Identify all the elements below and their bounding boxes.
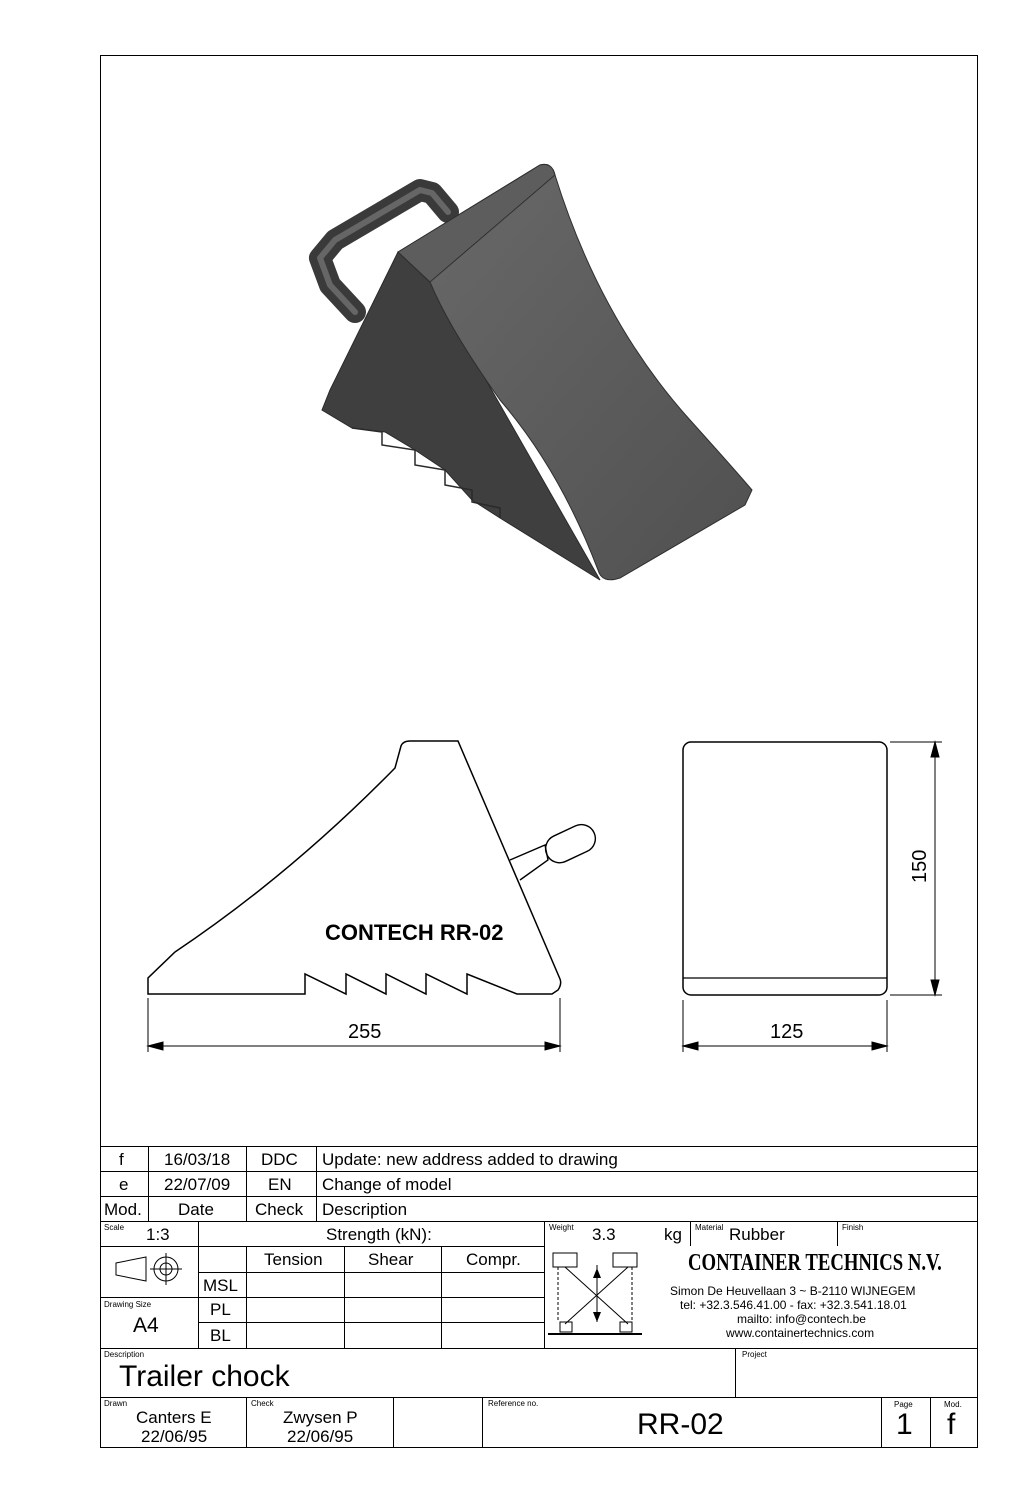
page-value: 1 [896,1408,913,1441]
finish-label: Finish [842,1223,864,1232]
material-value: Rubber [729,1225,785,1244]
weight-value: 3.3 [592,1225,616,1244]
rev-e-description: Change of model [322,1175,452,1194]
company-email: mailto: info@contech.be [737,1312,866,1326]
checked-date: 22/06/95 [287,1427,354,1446]
rev-f-check: DDC [261,1150,298,1169]
strength-row-pl: PL [210,1300,231,1319]
dimension-length: 255 [348,1021,382,1043]
checked-by: Zwysen P [283,1408,358,1427]
strength-col-compr: Compr. [466,1250,521,1269]
check-label: Check [251,1399,274,1408]
rev-f-mod: f [119,1150,124,1169]
weight-label: Weight [549,1223,574,1232]
dimension-height: 150 [909,849,931,883]
strength-row-bl: BL [210,1326,231,1345]
engraving-label: CONTECH RR-02 [325,920,504,945]
strength-col-shear: Shear [368,1250,414,1269]
drawing-size-value: A4 [133,1314,159,1337]
strength-col-tension: Tension [264,1250,323,1269]
page-label: Page [894,1400,913,1409]
front-view [683,742,887,995]
rev-header-mod: Mod. [104,1200,142,1219]
side-view-handle [510,820,600,880]
rev-f-description: Update: new address added to drawing [322,1150,618,1169]
reference-label: Reference no. [488,1399,539,1408]
company-website: www.containertechnics.com [726,1326,875,1340]
scale-label: Scale [104,1223,125,1232]
material-label: Material [695,1223,724,1232]
rev-e-check: EN [268,1175,292,1194]
rev-f-date: 16/03/18 [164,1150,231,1169]
weight-unit: kg [664,1225,682,1244]
drawn-date: 22/06/95 [141,1427,208,1446]
drawn-by: Canters E [136,1408,212,1427]
mod-value: f [947,1408,956,1441]
company-name: CONTAINER TECHNICS N.V. [688,1250,942,1276]
company-phone: tel: +32.3.546.41.00 - fax: +32.3.541.18.01 [680,1298,907,1312]
scale-value: 1:3 [146,1225,170,1244]
rev-header-date: Date [178,1200,214,1219]
drawing-size-label: Drawing Size [104,1300,152,1309]
rev-e-mod: e [119,1175,129,1194]
description-label: Description [104,1350,145,1359]
project-label: Project [742,1350,767,1359]
rev-header-description: Description [322,1200,408,1219]
description-value: Trailer chock [119,1360,290,1393]
side-view-profile [148,741,561,994]
dimension-width: 125 [770,1021,804,1043]
rev-header-check: Check [255,1200,304,1219]
strength-label: Strength (kN): [326,1225,432,1244]
strength-row-msl: MSL [203,1276,238,1295]
drawn-label: Drawn [104,1399,128,1408]
reference-value: RR-02 [637,1408,724,1441]
mod-label: Mod. [944,1400,962,1409]
rev-e-date: 22/07/09 [164,1175,231,1194]
company-address: Simon De Heuvellaan 3 ~ B-2110 WIJNEGEM [670,1284,916,1298]
